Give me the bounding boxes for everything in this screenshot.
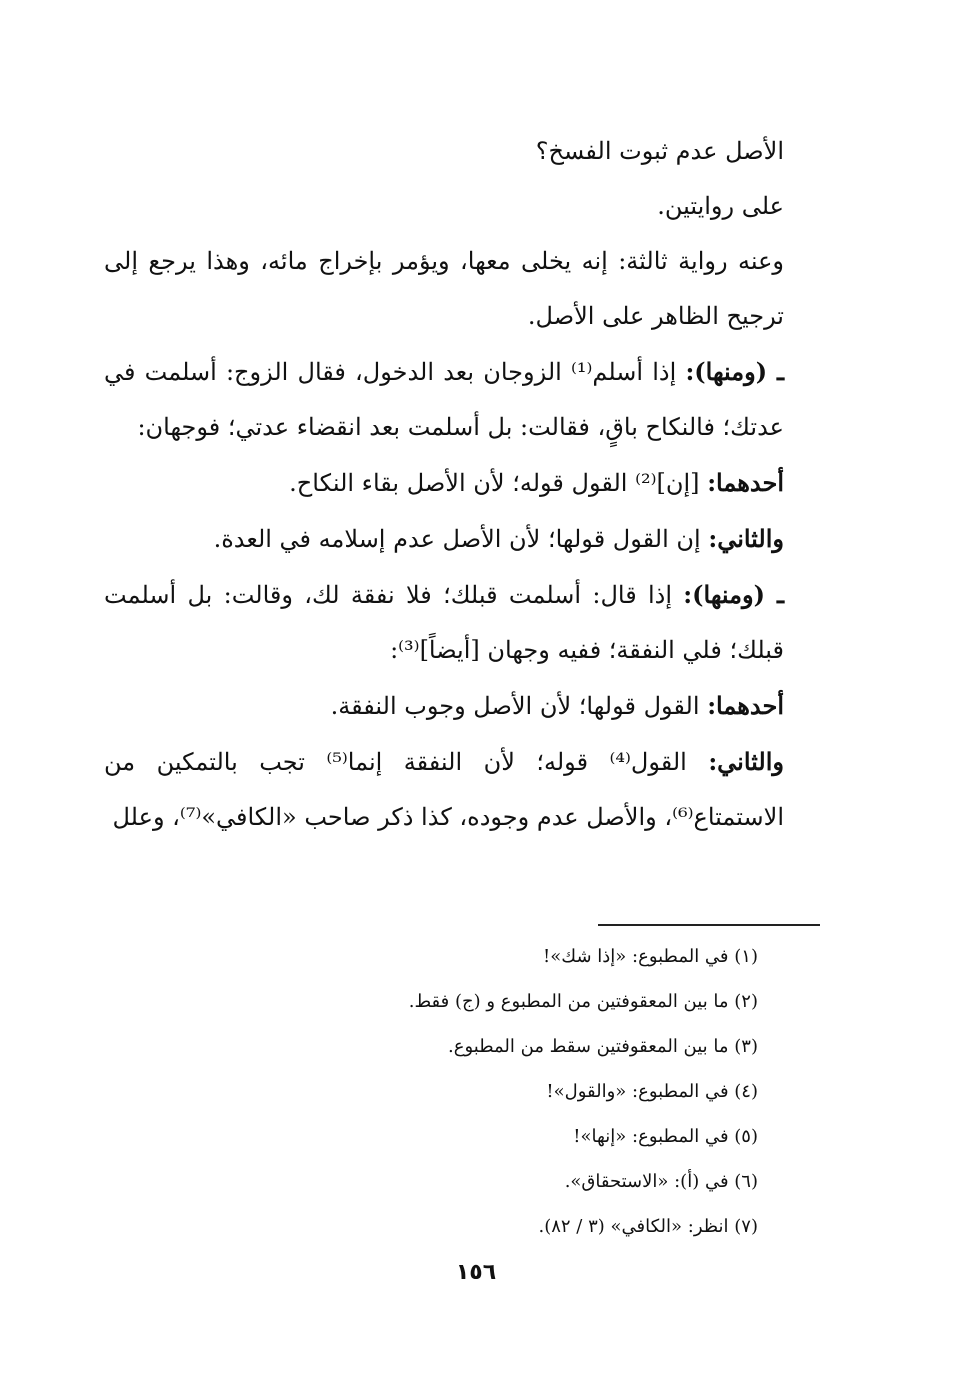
footnote: (٢) ما بين المعقوفتين من المطبوع و (ج) فقط.: [408, 991, 758, 1012]
paragraph-text: [إن]⁽²⁾ القول قوله؛ لأن الأصل بقاء النكاح.: [289, 469, 700, 497]
footnote: (٤) في المطبوع: «والقول»!: [546, 1081, 758, 1102]
lead-label: أحدهما:: [707, 691, 784, 720]
footnote: (٦) في (أ): «الاستحقاق».: [564, 1171, 758, 1192]
main-text: [104, 124, 820, 845]
footnote: (٥) في المطبوع: «إنها»!: [573, 1126, 758, 1147]
paragraph: [104, 567, 820, 678]
lead-label: ـ (ومنها):: [685, 357, 784, 386]
paragraph: على روايتين.: [657, 192, 784, 220]
page-number: ١٥٦: [455, 1260, 497, 1285]
footnote: (٧) انظر: «الكافي» (٣ / ٨٢).: [538, 1216, 758, 1237]
paragraph-text: القول قولها؛ لأن الأصل وجوب النفقة.: [330, 692, 700, 720]
footnote: (١) في المطبوع: «إذا شك»!: [543, 946, 758, 967]
paragraph-text: القول⁽⁴⁾ قوله؛ لأن النفقة إنما⁽⁵⁾ تجب بالتمكين من الاستمتاع⁽⁶⁾، والأصل عدم وجوده، كذا ذكر صاحب «الكافي»⁽⁷⁾، وعلل: [104, 748, 784, 831]
paragraph-text: إذا قال: أسلمت قبلك؛ فلا نفقة لك، وقالت: بل أسلمت قبلك؛ فلي النفقة؛ ففيه وجهان [أيضاً]⁽³⁾:: [104, 581, 784, 664]
footnote: (٣) ما بين المعقوفتين سقط من المطبوع.: [448, 1036, 758, 1057]
footnotes: [300, 934, 758, 1249]
paragraph: وعنه رواية ثالثة: إنه يخلى معها، ويؤمر بإخراج مائه، وهذا يرجع إلى ترجيح الظاهر على الأصل.: [104, 247, 784, 330]
lead-label: ـ (ومنها):: [683, 580, 784, 609]
lead-label: والثاني:: [708, 524, 784, 553]
footnote-divider: [598, 924, 820, 926]
paragraph: [104, 678, 820, 734]
paragraph: [104, 455, 820, 511]
paragraph-text: إن القول قولها؛ لأن الأصل عدم إسلامه في العدة.: [213, 525, 701, 553]
paragraph: الأصل عدم ثبوت الفسخ؟: [535, 137, 784, 165]
paragraph: [104, 734, 820, 845]
paragraph-text: إذا أسلم⁽¹⁾ الزوجان بعد الدخول، فقال الزوج: أسلمت في عدتك؛ فالنكاح باقٍ، فقالت: بل أسلمت بعد انقضاء عدتي؛ فوجهان:: [104, 358, 784, 441]
paragraph: [104, 344, 820, 455]
lead-label: أحدهما:: [707, 468, 784, 497]
paragraph: [104, 511, 820, 567]
lead-label: والثاني:: [708, 747, 784, 776]
